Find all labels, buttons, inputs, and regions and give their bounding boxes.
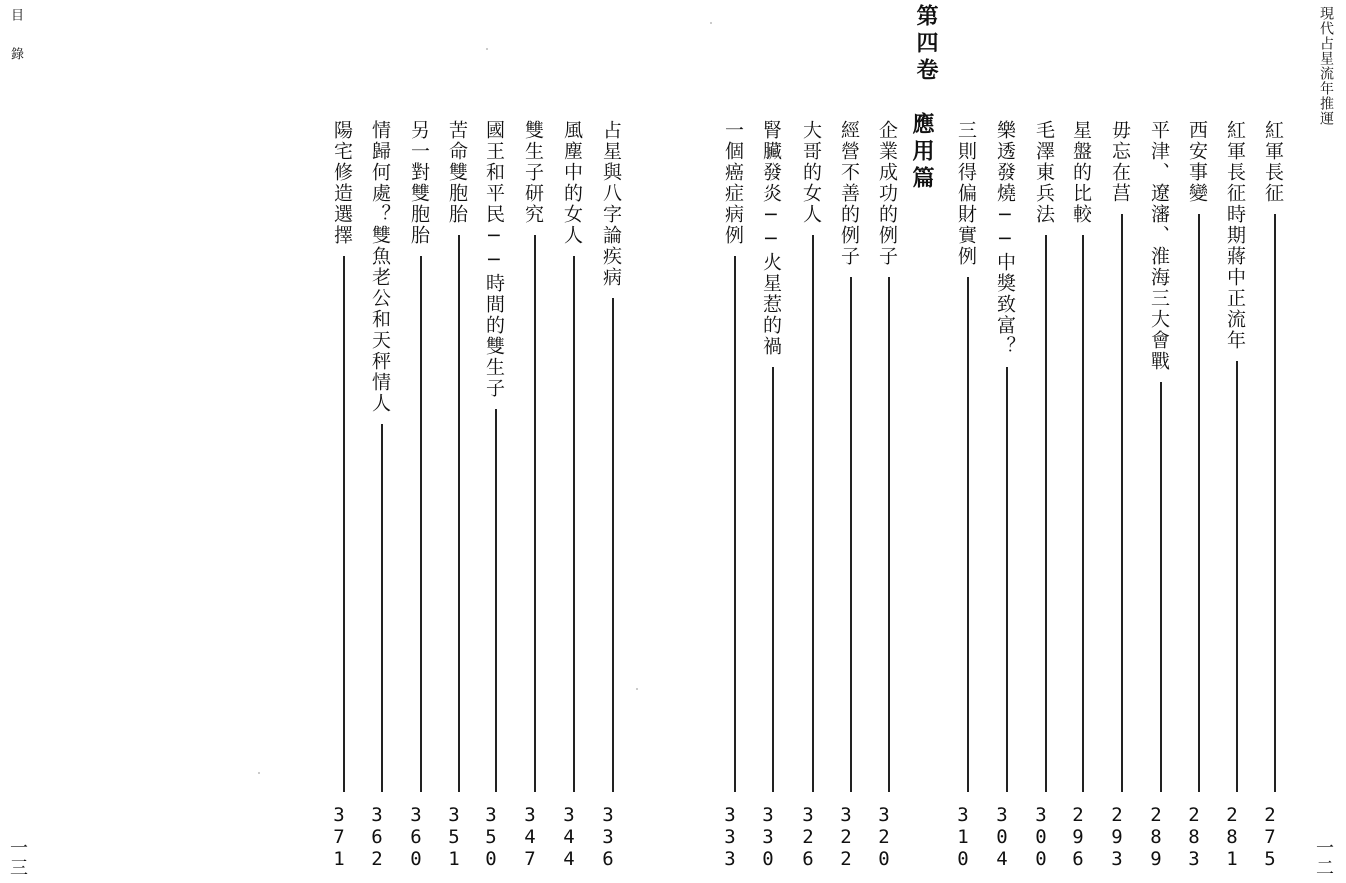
leader-line	[612, 298, 614, 792]
toc-entry	[797, 120, 827, 870]
toc-entry-page: 289	[1145, 804, 1167, 870]
toc-entry	[1106, 120, 1136, 870]
toc-entry-title: 經營不善的例子	[838, 120, 860, 267]
toc-entry-page: 281	[1221, 804, 1243, 870]
leader-line	[381, 424, 383, 792]
leader-line	[1006, 367, 1008, 792]
leader-line	[1274, 214, 1276, 792]
folio-left: 一三	[7, 838, 28, 878]
toc-entry-title: 紅軍長征時期蔣中正流年	[1224, 120, 1246, 351]
toc-entry	[1145, 120, 1175, 870]
toc-entry-page: 333	[719, 804, 741, 870]
leader-line	[1121, 214, 1123, 792]
toc-entry-title: 企業成功的例子	[876, 120, 898, 267]
toc-entry-title: 三則得偏財實例	[955, 120, 977, 267]
leader-line	[772, 367, 774, 792]
leader-line	[1198, 214, 1200, 792]
toc-entry-page: 336	[597, 804, 619, 870]
leader-line	[734, 256, 736, 792]
toc-entry-page: 275	[1259, 804, 1281, 870]
toc-entry	[405, 120, 435, 870]
toc-entry-page: 360	[405, 804, 427, 870]
leader-line	[888, 277, 890, 792]
leader-line	[534, 235, 536, 792]
toc-entry	[952, 120, 982, 870]
leader-line	[573, 256, 575, 792]
toc-entry-title: 國王和平民──時間的雙生子	[483, 120, 505, 399]
toc-entry-page: 300	[1030, 804, 1052, 870]
toc-entry-title: 占星與八字論疾病	[600, 120, 622, 288]
toc-entry	[757, 120, 787, 870]
toc-entry-title: 平津、遼瀋、淮海三大會戰	[1148, 120, 1170, 372]
toc-entry-page: 322	[835, 804, 857, 870]
leader-line	[1045, 235, 1047, 792]
leader-line	[343, 256, 345, 792]
toc-entry-title: 情歸何處？雙魚老公和天秤情人	[369, 120, 391, 414]
toc-entry-title: 西安事變	[1186, 120, 1208, 204]
toc-entry-title: 樂透發燒──中獎致富？	[994, 120, 1016, 357]
toc-entry	[366, 120, 396, 870]
toc-entry-title: 雙生子研究	[522, 120, 544, 225]
leader-line	[1160, 382, 1162, 792]
leader-line	[967, 277, 969, 792]
toc-entry-page: 293	[1106, 804, 1128, 870]
toc-entry-page: 326	[797, 804, 819, 870]
volume-heading: 第四卷	[913, 4, 938, 85]
toc-entry	[1183, 120, 1213, 870]
toc-entry-page: 351	[443, 804, 465, 870]
leader-line	[495, 409, 497, 792]
toc-entry	[519, 120, 549, 870]
toc-entry	[719, 120, 749, 870]
leader-line	[812, 235, 814, 792]
toc-entry-page: 283	[1183, 804, 1205, 870]
toc-entry-title: 星盤的比較	[1070, 120, 1092, 225]
toc-entry	[558, 120, 588, 870]
toc-entry-page: 304	[991, 804, 1013, 870]
toc-entry-title: 另一對雙胞胎	[408, 120, 430, 246]
toc-entry-page: 362	[366, 804, 388, 870]
toc-entry-page: 330	[757, 804, 779, 870]
toc-entry	[873, 120, 903, 870]
toc-entry-page: 371	[328, 804, 350, 870]
toc-entry	[1030, 120, 1060, 870]
toc-entry	[1259, 120, 1289, 870]
toc-entry-title: 風塵中的女人	[561, 120, 583, 246]
toc-entry	[480, 120, 510, 870]
toc-entry-title: 一個癌症病例	[722, 120, 744, 246]
toc-entry	[328, 120, 358, 870]
section-label: 目錄	[8, 8, 23, 86]
running-head: 現代占星流年推運	[1318, 6, 1334, 126]
toc-entry-title: 陽宅修造選擇	[331, 120, 353, 246]
toc-entry	[991, 120, 1021, 870]
toc-entry	[1067, 120, 1097, 870]
leader-line	[1082, 235, 1084, 792]
leader-line	[1236, 361, 1238, 792]
toc-entry-title: 苦命雙胞胎	[446, 120, 468, 225]
toc-entry-title: 毋忘在莒	[1109, 120, 1131, 204]
leader-line	[458, 235, 460, 792]
toc-entry-page: 347	[519, 804, 541, 870]
toc-entry	[1221, 120, 1251, 870]
toc-entry-title: 大哥的女人	[800, 120, 822, 225]
toc-entry-page: 310	[952, 804, 974, 870]
toc-entry-title: 腎臟發炎──火星惹的禍	[760, 120, 782, 357]
toc-entry-page: 296	[1067, 804, 1089, 870]
folio-right: 一二	[1313, 838, 1334, 878]
part-heading: 應用篇	[909, 112, 934, 193]
leader-line	[420, 256, 422, 792]
toc-entry-page: 320	[873, 804, 895, 870]
toc-entry	[835, 120, 865, 870]
toc-entry-title: 毛澤東兵法	[1033, 120, 1055, 225]
toc-entry-page: 344	[558, 804, 580, 870]
toc-entry	[597, 120, 627, 870]
toc-entry	[443, 120, 473, 870]
leader-line	[850, 277, 852, 792]
toc-entry-title: 紅軍長征	[1262, 120, 1284, 204]
toc-entry-page: 350	[480, 804, 502, 870]
